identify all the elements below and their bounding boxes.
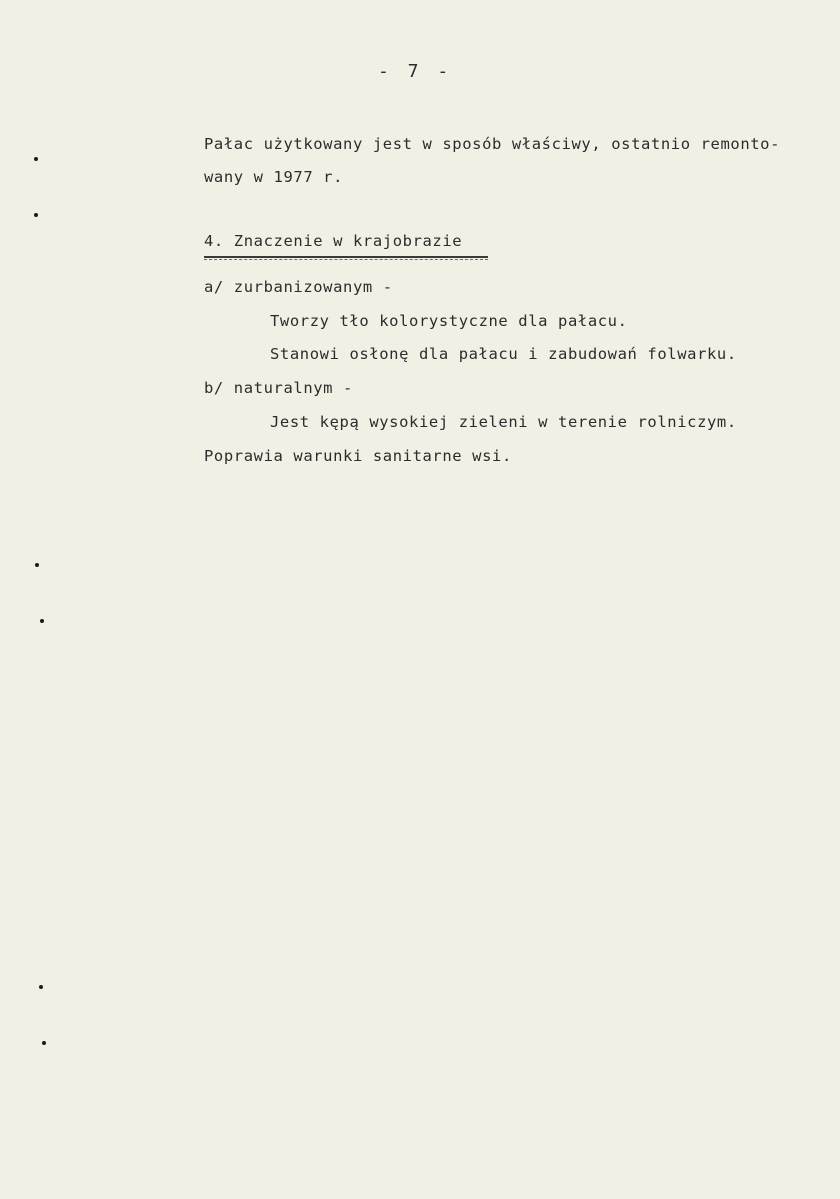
punch-hole-mark [35,563,39,567]
punch-hole-mark [34,213,38,217]
punch-hole-mark [39,985,43,989]
item-a-line-1: Tworzy tło kolorystyczne dla pałacu. [270,312,628,330]
item-b-line-1: Jest kępą wysokiej zieleni w terenie rolniczym. [270,413,737,431]
paragraph-line-2: wany w 1977 r. [204,168,344,186]
heading-underline [204,256,488,258]
item-a-line-2: Stanowi osłonę dla pałacu i zabudowań folwarku. [270,345,737,363]
heading-underline-overstrike [204,259,488,260]
punch-hole-mark [40,619,44,623]
section-heading: 4. Znaczenie w krajobrazie [204,232,463,250]
item-b-label: b/ naturalnym - [204,379,353,397]
item-b-line-2: Poprawia warunki sanitarne wsi. [204,447,512,465]
punch-hole-mark [34,157,38,161]
paragraph-line-1: Pałac użytkowany jest w sposób właściwy, ostatnio remonto- [204,135,781,153]
page-number: - 7 - [378,61,453,82]
punch-hole-mark [42,1041,46,1045]
item-a-label: a/ zurbanizowanym - [204,278,393,296]
section-heading-block [204,231,462,251]
